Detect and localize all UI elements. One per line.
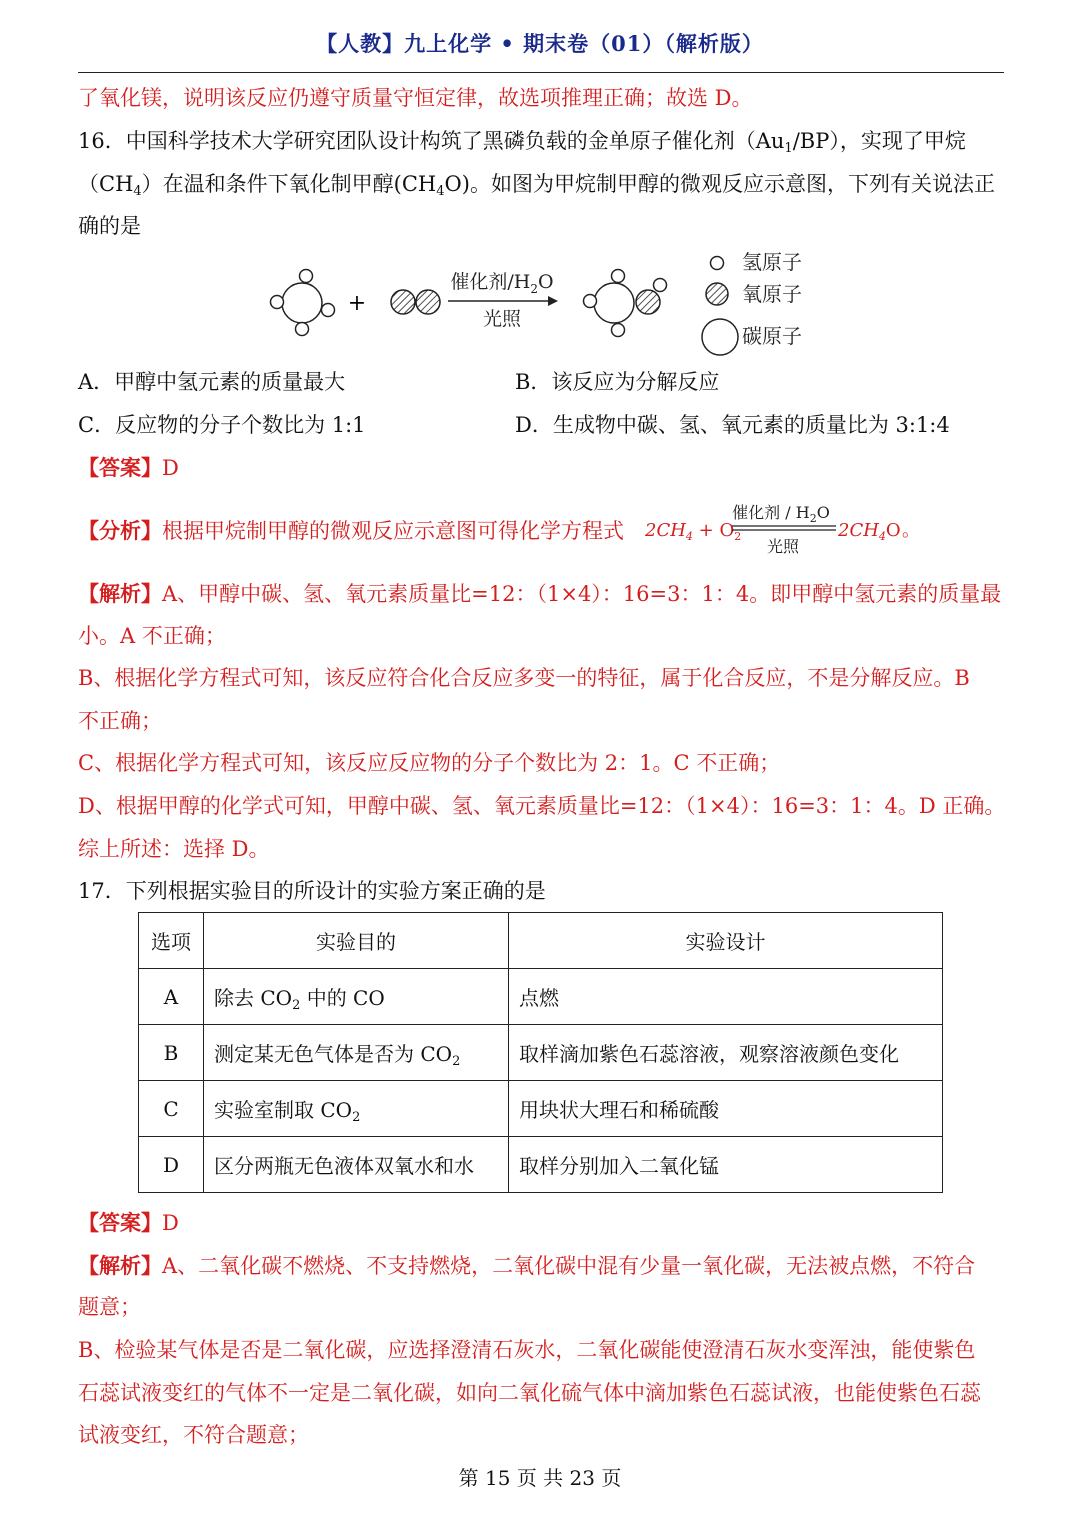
q17-answer: 【答案】D [78, 1210, 179, 1235]
q16-option-c: C．反应物的分子个数比为 1:1 [78, 413, 366, 437]
svg-text:2CH4O: $2CH_4O$ [838, 520, 901, 543]
page-number: 第 15 页 共 23 页 [458, 1466, 622, 1490]
q16-explanation-line-5: C、根据化学方程式可知，该反应反应物的分子个数比为 2：1。C 不正确； [78, 751, 781, 775]
previous-answer-tail: 了氧化镁，说明该反应仍遵守质量守恒定律，故选项推理正确；故选 D。 [78, 86, 753, 110]
q17-explanation-line-4: 石蕊试液变红的气体不一定是二氧化碳，如向二氧化硫气体中滴加紫色石蕊试液，也能使紫色石蕊 [78, 1381, 981, 1405]
q16-analysis: 【分析】根据甲烷制甲醇的微观反应示意图可得化学方程式 [78, 518, 624, 543]
header-design: 实验设计 [509, 913, 943, 969]
svg-text:。: 。 [902, 520, 920, 541]
table-row: C 实验室制取 $CO_2$ 用块状大理石和稀硫酸 [139, 1081, 943, 1137]
table-row: B 测定某无色气体是否为 $CO_2$ 取样滴加紫色石蕊溶液，观察溶液颜色变化 [139, 1025, 943, 1081]
q16-stem-line-2: $(CH_4)$在温和条件下氧化制甲醇$(CH_4O)$。如图为甲烷制甲醇的微观反应示意图，下列有关说法正 [78, 172, 995, 199]
methane-molecule [271, 270, 335, 336]
q16-option-a: A．甲醇中氢元素的质量最大 [78, 370, 346, 394]
q17-explanation-line-3: B、检验某气体是否是二氧化碳，应选择澄清石灰水，二氧化碳能使澄清石灰水变浑浊，能使紫色 [78, 1338, 976, 1362]
legend-oxygen-icon [706, 283, 728, 305]
svg-text:催化剂 / H2O: 催化剂 / $H_2O$ [732, 503, 830, 525]
legend-oxygen-label: 氧原子 [742, 282, 802, 306]
legend-hydrogen-icon [711, 257, 724, 270]
svg-text:光照: 光照 [766, 537, 800, 556]
experiment-table [138, 912, 943, 1193]
legend [702, 257, 738, 356]
header-option: 选项 [139, 913, 204, 969]
chemical-equation [640, 500, 920, 560]
plus-sign: + [347, 291, 367, 316]
oxygen-molecule [391, 290, 440, 314]
arrow-catalyst-label: 催化剂$/H_2O$ [450, 271, 554, 296]
legend-carbon-icon [702, 319, 738, 355]
q16-explanation-line-7: 综上所述：选择 D。 [78, 837, 270, 861]
table-row: D 区分两瓶无色液体双氧水和水 取样分别加入二氧化锰 [139, 1137, 943, 1193]
q16-stem-line-3: 确的是 [78, 214, 141, 238]
q17-explanation-line-2: 题意； [78, 1295, 141, 1319]
q16-option-d: D．生成物中碳、氢、氧元素的质量比为 3:1:4 [515, 413, 950, 437]
arrow-light-label: 光照 [482, 308, 522, 330]
header-goal: 实验目的 [204, 913, 509, 969]
legend-carbon-label: 碳原子 [742, 324, 802, 348]
table-row: A 除去 $CO_2$ 中的 CO 点燃 [139, 969, 943, 1025]
q17-explanation-line-1: 【解析】A、二氧化碳不燃烧、不支持燃烧，二氧化碳中混有少量一氧化碳，无法被点燃，不符合 [78, 1253, 976, 1278]
q16-explanation-line-1: 【解析】A、甲醇中碳、氢、氧元素质量比=12：（1×4）：16=3：1：4。即甲醇中氢元素的质量最 [78, 581, 1002, 606]
q16-explanation-line-6: D、根据甲醇的化学式可知，甲醇中碳、氢、氧元素质量比=12：（1×4）：16=3：1：4。D 正确。 [78, 794, 1006, 818]
q16-option-b: B．该反应为分解反应 [515, 370, 720, 394]
legend-hydrogen-label: 氢原子 [742, 250, 802, 274]
header-divider [78, 72, 1004, 73]
methanol-molecule [584, 270, 667, 337]
q17-stem: 17．下列根据实验目的所设计的实验方案正确的是 [78, 879, 546, 903]
q16-explanation-line-3: B、根据化学方程式可知，该反应符合化合反应多变一的特征，属于化合反应，不是分解反应。B [78, 666, 970, 690]
reaction-diagram [260, 245, 820, 365]
svg-text:2CH4 + O2: $2CH_4 + O_2$ [645, 520, 742, 543]
q16-explanation-line-2: 小。A 不正确； [78, 624, 226, 648]
q16-answer: 【答案】D [78, 455, 179, 480]
q16-stem-line-1: 16．中国科学技术大学研究团队设计构筑了黑磷负载的金单原子催化剂$(Au_1/BP)$，实现了甲烷 [78, 129, 966, 156]
table-header-row [139, 913, 943, 969]
page-header-title: 【人教】九上化学 • 期末卷（01）（解析版） [316, 31, 764, 56]
q16-explanation-line-4: 不正确； [78, 709, 162, 733]
q17-explanation-line-5: 试液变红，不符合题意； [78, 1423, 309, 1447]
